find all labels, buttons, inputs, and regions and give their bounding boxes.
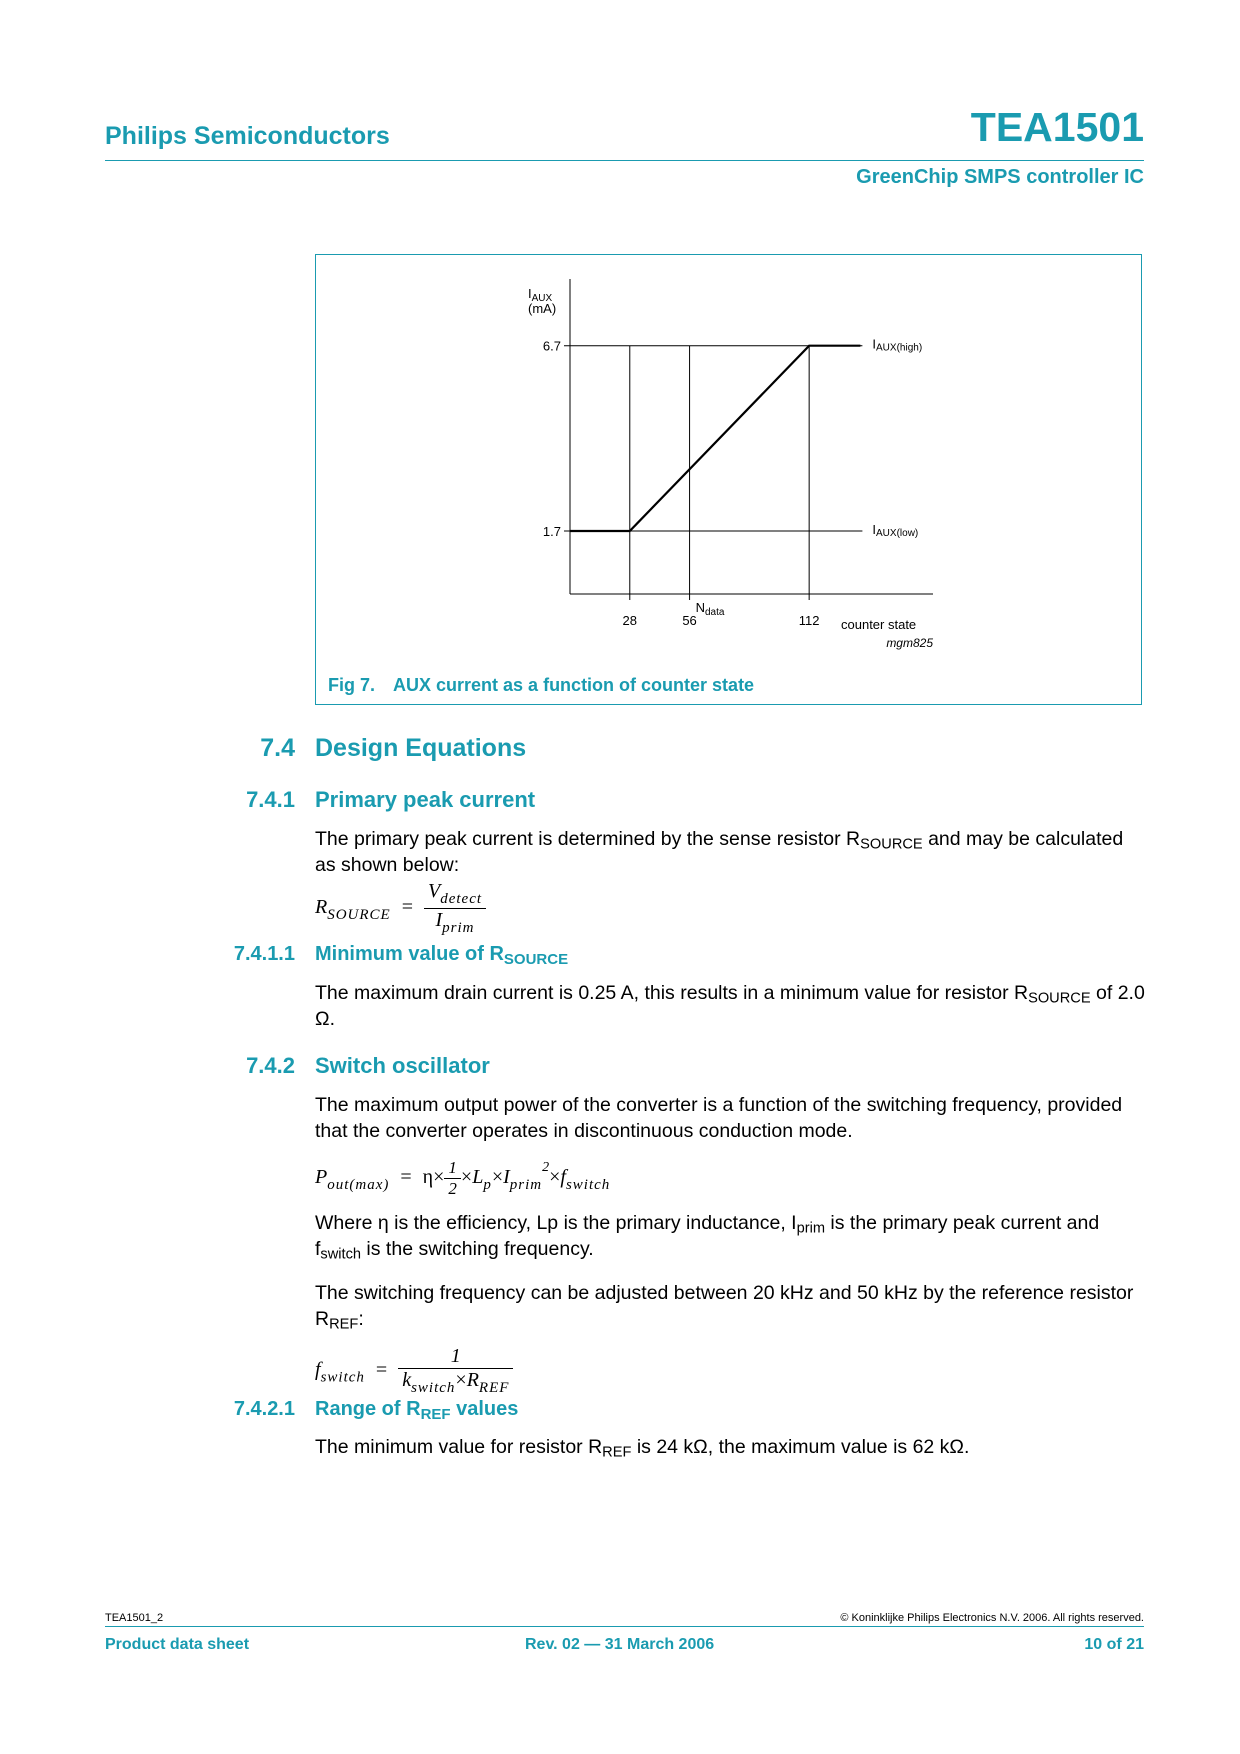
section-title: Range of $R_{REF}$ values: [315, 1398, 519, 1423]
figure-code: mgm825: [886, 636, 933, 650]
y-tick-label: 1.7: [542, 524, 561, 539]
aux-high-label: IAUX(high): [872, 336, 923, 354]
doc-id: TEA1501_2: [105, 1612, 164, 1624]
section-title: Design Equations: [315, 734, 527, 762]
company-name: Philips Semiconductors: [105, 122, 390, 150]
y-axis-unit: (mA): [528, 301, 557, 316]
x-tick-label: 56: [682, 613, 697, 628]
section-number: 7.4: [260, 734, 295, 762]
section-number: 7.4.1.1: [233, 943, 295, 965]
revision: Rev. 02 — 31 March 2006: [525, 1636, 715, 1653]
part-number: TEA1501: [970, 104, 1144, 150]
paragraph: The switching frequency can be adjusted between 20 kHz and 50 kHz by the reference resistor $R_{REF}$:: [315, 1282, 1134, 1333]
paragraph: Where η is the efficiency, Lp is the primary inductance, $I_{prim}$ is the primary peak current and $f_{switch}$ is the switching frequency.: [315, 1212, 1100, 1263]
doc-subtitle: GreenChip SMPS controller IC: [856, 166, 1144, 188]
x-tick-label: 28: [622, 613, 638, 628]
x-axis-label: counter state: [841, 617, 917, 632]
paragraph: The minimum value for resistor $R_{REF}$ is 24 kΩ, the maximum value is 62 kΩ.: [315, 1436, 970, 1461]
aux-current-chart: [316, 255, 1141, 655]
paragraph: The maximum drain current is 0.25 A, this results in a minimum value for resistor $R_{SOURCE}$ of 2.0 Ω.: [315, 982, 1145, 1030]
paragraph: The maximum output power of the converter is a function of the switching frequency, provided that the converter operates in discontinuous conduction mode.: [315, 1094, 1123, 1142]
equation-fswitch: $f_{switch}$ = $\frac{1}{k_{switch}\times R_{REF}}$: [315, 1345, 513, 1397]
figure-caption: Fig 7. AUX current as a function of counter state: [328, 675, 755, 695]
header-rule: [105, 160, 1144, 161]
doc-type: Product data sheet: [105, 1636, 250, 1653]
section-title: Primary peak current: [315, 787, 536, 812]
aux-low-label: IAUX(low): [872, 522, 919, 539]
ndata-label: $N_{data}$: [695, 600, 725, 618]
y-tick-label: 6.7: [542, 338, 561, 354]
equation-rsource: $R_{SOURCE}$ = $\frac{V_{detect}}{I_{prim}}$: [315, 880, 486, 937]
equation-pout: $P_{out(max)} = \eta\times$ $\frac{1}{2}$ $\times L_p\times I_{prim}^2\times f_{switch}$: [315, 1158, 611, 1198]
section-number: 7.4.2.1: [233, 1398, 295, 1420]
section-title: Minimum value of $R_{SOURCE}$: [315, 943, 569, 968]
x-tick-label: 112: [798, 613, 820, 628]
y-axis-label: $I_{AUX}$: [528, 286, 553, 304]
section-title: Switch oscillator: [315, 1053, 490, 1078]
paragraph: The primary peak current is determined by the sense resistor $R_{SOURCE}$ and may be calculated as shown below:: [315, 828, 1124, 876]
section-number: 7.4.1: [246, 787, 295, 812]
copyright: © Koninklijke Philips Electronics N.V. 2006. All rights reserved.: [840, 1612, 1144, 1624]
figure-box: [315, 254, 1142, 705]
aux-current-curve: [570, 346, 860, 531]
page-number: 10 of 21: [1084, 1636, 1144, 1653]
section-number: 7.4.2: [246, 1053, 295, 1078]
footer-rule: [105, 1626, 1144, 1627]
